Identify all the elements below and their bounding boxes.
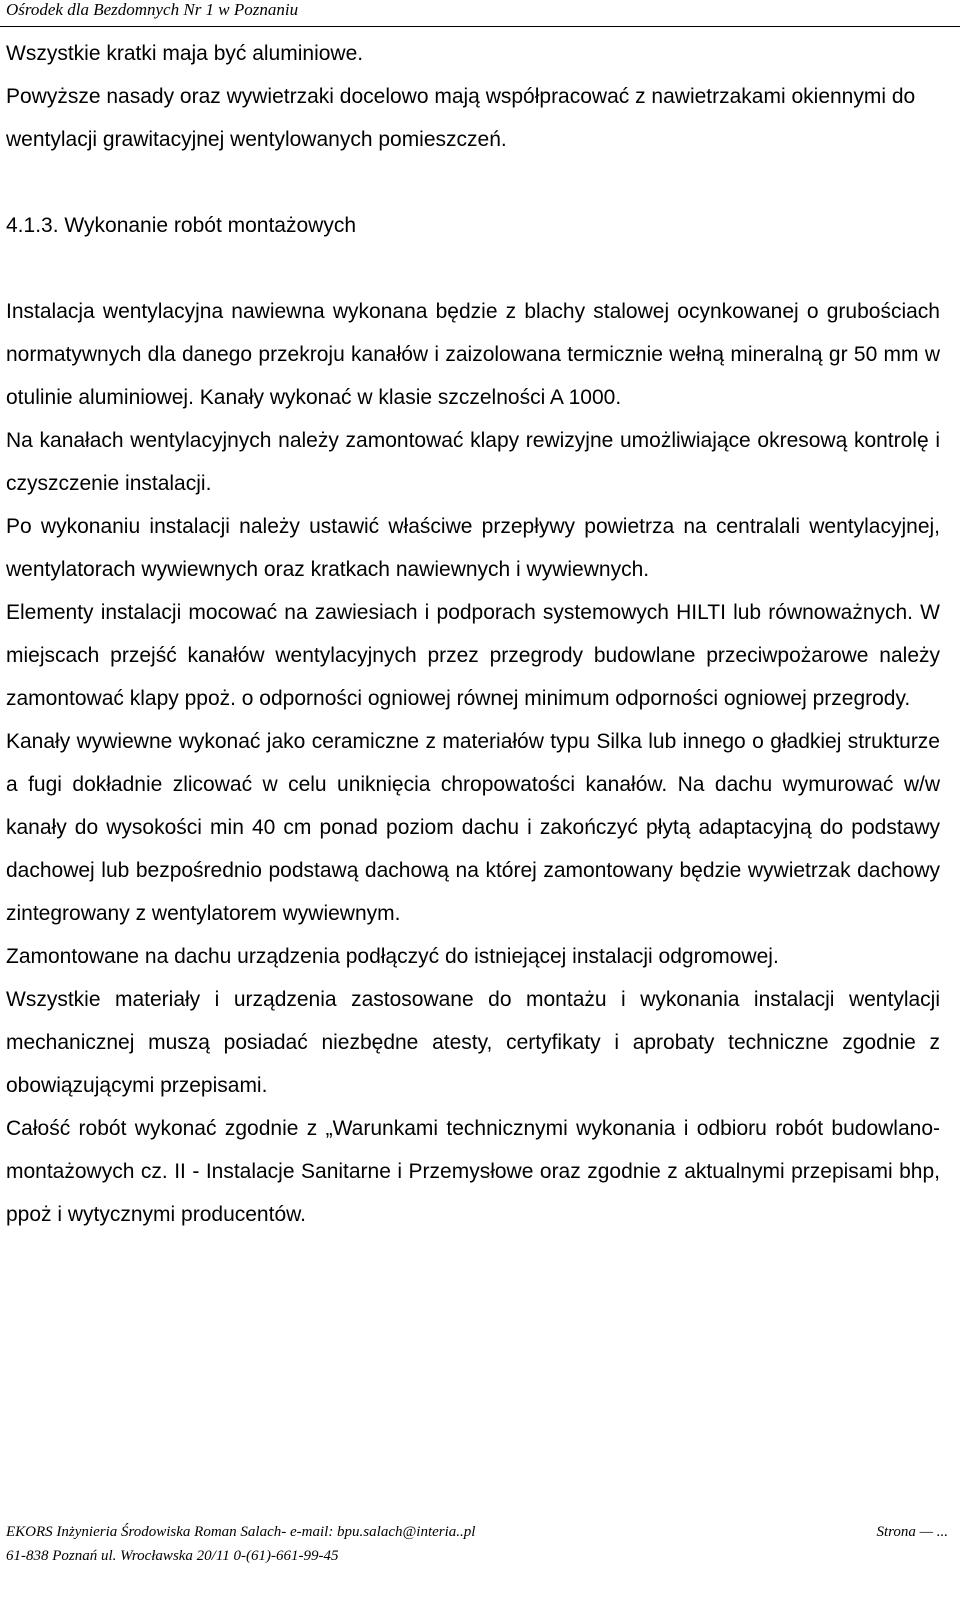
footer-row-1 [6,1520,956,1544]
paragraph-mounting: Elementy instalacji mocować na zawiesiach i podporach systemowych HILTI lub równoważnych. W miejscach przejść kanałów wentylacyjnych przez przegrody budowlane przeciwpożarowe należy zamontować klapy ppoż. o odporności ogniowej równej minimum odporności ogniowej przegrody. [6,601,940,710]
header-divider [0,26,960,27]
paragraph-inspection-flaps: Na kanałach wentylacyjnych należy zamontować klapy rewizyjne umożliwiające okresową kontrolę i czyszczenie instalacji. [6,429,940,495]
paragraph-exhaust-ducts: Kanały wywiewne wykonać jako ceramiczne z materiałów typu Silka lub innego o gładkiej strukturze a fugi dokładnie zlicować w celu uniknięcia chropowatości kanałów. Na dachu wymurować w/w kanały do wysokości min 40 cm ponad poziom dachu i zakończyć płytą adaptacyjną do podstawy dachowej lub bezpośrednio podstawą dachową na której zamontowany będzie wywietrzak dachowy zintegrowany z wentylatorem wywiewnym. [6,730,940,925]
document-body [6,32,940,1236]
paragraph-grilles: Wszystkie kratki maja być aluminiowe. [6,42,364,65]
paragraph-lightning: Zamontowane na dachu urządzenia podłączyć do istniejącej instalacji odgromowej. [6,945,779,968]
paragraph-certificates: Wszystkie materiały i urządzenia zastosowane do montażu i wykonania instalacji wentylacji mechanicznej muszą posiadać niezbędne atesty, certyfikaty i aprobaty techniczne zgodnie z obowiązującymi przepisami. [6,988,940,1097]
page-header: Ośrodek dla Bezdomnych Nr 1 w Poznaniu [6,0,299,19]
paragraph-standards: Całość robót wykonać zgodnie z „Warunkami technicznymi wykonania i odbioru robót budowlano-montażowych cz. II - Instalacje Sanitarne i Przemysłowe oraz zgodnie z aktualnymi przepisami bhp, ppoż i wytycznymi producentów. [6,1117,940,1226]
spacer [6,247,940,290]
page-value: — ... [919,1524,948,1540]
page-label: Strona [876,1524,916,1540]
footer-page-number [876,1520,956,1544]
section-heading: 4.1.3. Wykonanie robót montażowych [6,214,356,237]
page-footer [6,1520,956,1568]
footer-company: EKORS Inżynieria Środowiska Roman Salach- e-mail: bpu.salach@interia..pl [6,1524,476,1540]
paragraph-installation: Instalacja wentylacyjna nawiewna wykonana będzie z blachy stalowej ocynkowanej o grubościach normatywnych dla danego przekroju kanałów i zaizolowana termicznie wełną mineralną gr 50 mm w otulinie aluminiowej. Kanały wykonać w klasie szczelności A 1000. [6,300,940,409]
paragraph-airflow: Po wykonaniu instalacji należy ustawić właściwe przepływy powietrza na centralali wentylacyjnej, wentylatorach wywiewnych oraz kratkach nawiewnych i wywiewnych. [6,515,940,581]
paragraph-vents: Powyższe nasady oraz wywietrzaki docelowo mają współpracować z nawietrzakami okiennymi do wentylacji grawitacyjnej wentylowanych pomieszczeń. [6,85,916,151]
footer-address: 61-838 Poznań ul. Wrocławska 20/11 0-(61)-661-99-45 [6,1548,339,1564]
spacer [6,161,940,204]
